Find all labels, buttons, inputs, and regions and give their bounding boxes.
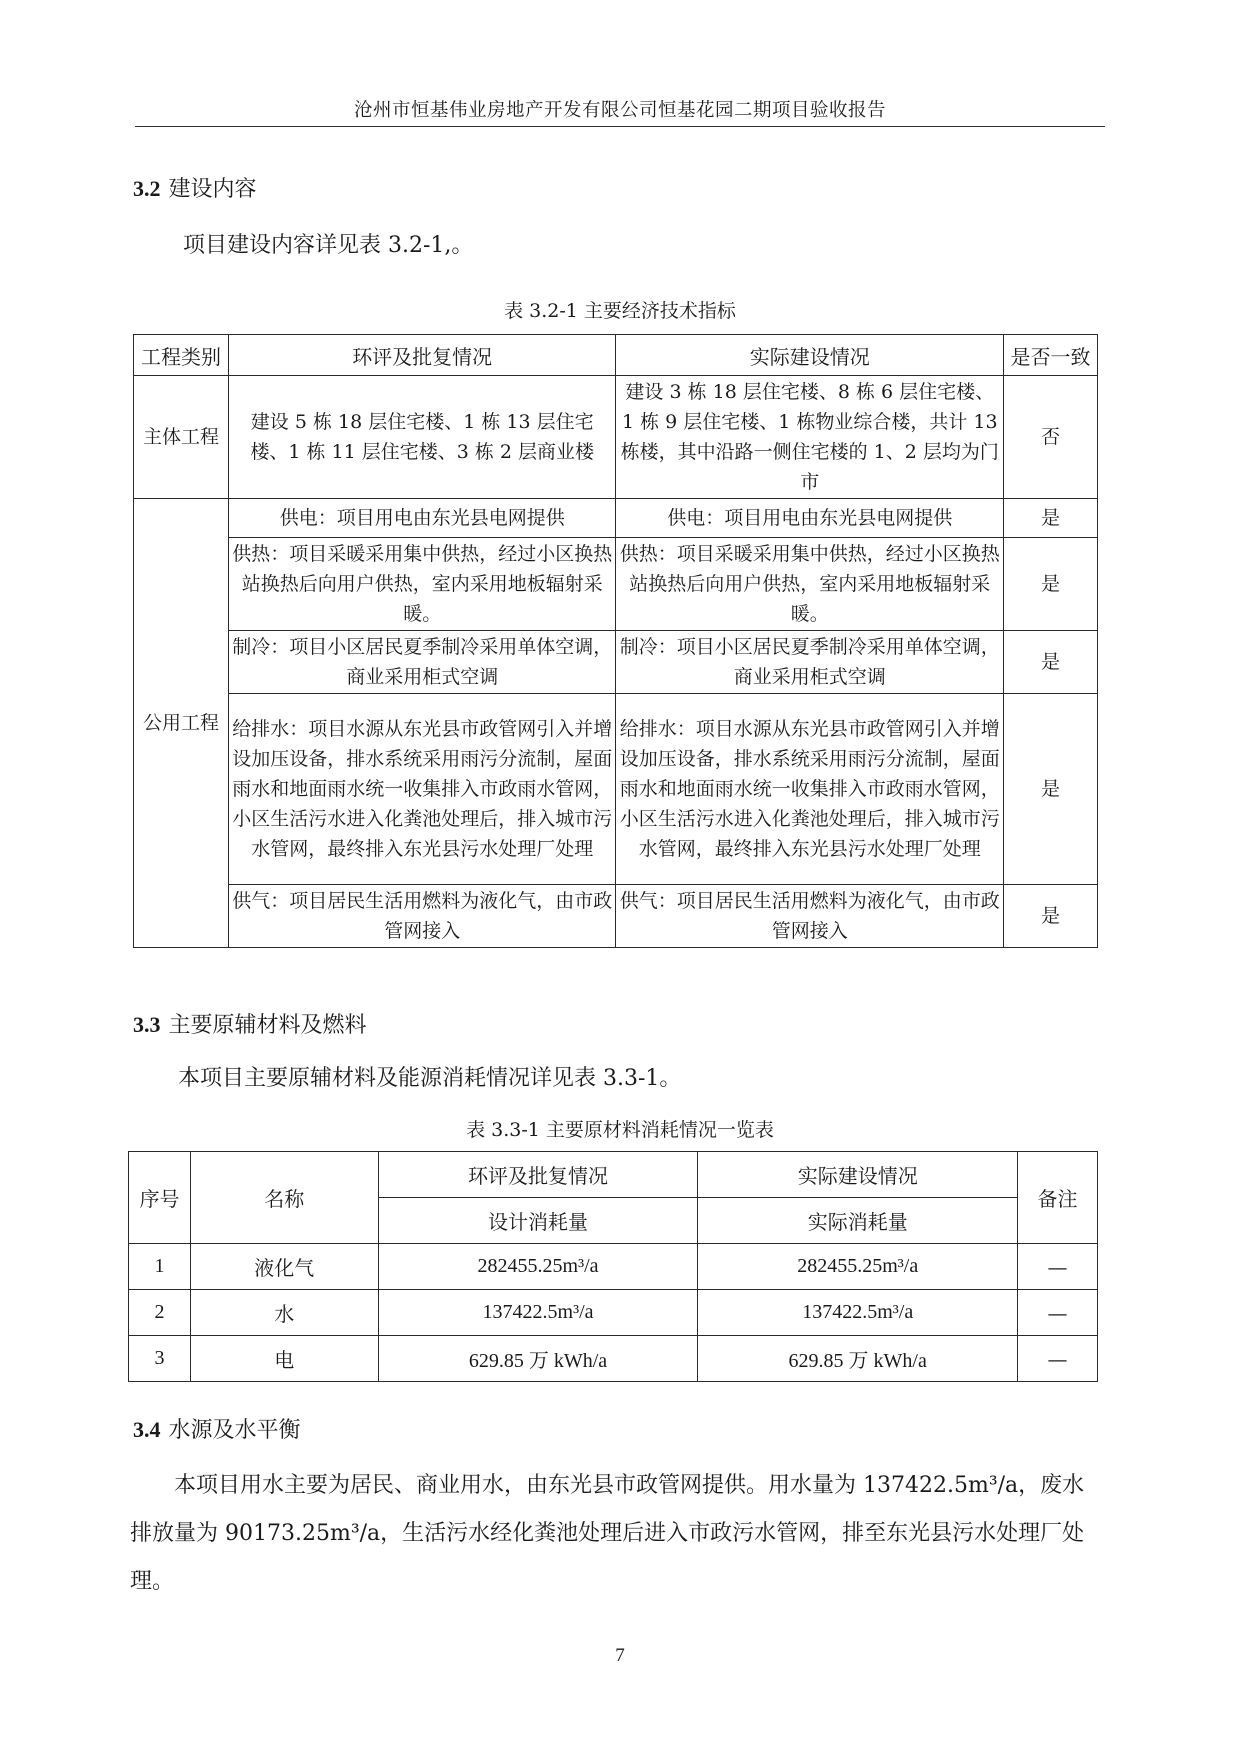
consistent-cell: 是 [1004, 538, 1098, 631]
real-cell: 137422.5m³/a [698, 1290, 1018, 1336]
header-actual: 实际建设情况 [698, 1152, 1018, 1198]
header-category: 工程类别 [134, 335, 229, 376]
section-number: 3.4 [133, 1417, 161, 1442]
approved-cell: 建设 5 栋 18 层住宅楼、1 栋 13 层住宅楼、1 栋 11 层住宅楼、3 栋 2 层商业楼 [228, 376, 616, 499]
running-header: 沧州市恒基伟业房地产开发有限公司恒基花园二期项目验收报告 [135, 96, 1105, 127]
note-cell: — [1018, 1244, 1098, 1290]
section-title: 主要原辅材料及燃料 [168, 1013, 367, 1038]
actual-cell: 供热：项目采暖采用集中供热，经过小区换热站换热后向用户供热，室内采用地板辐射采暖。 [616, 538, 1004, 631]
real-cell: 629.85 万 kWh/a [698, 1336, 1018, 1382]
consistent-cell: 是 [1004, 694, 1098, 885]
design-cell: 137422.5m³/a [378, 1290, 698, 1336]
section-3-2-heading [133, 172, 257, 203]
header-actual: 实际建设情况 [616, 335, 1004, 376]
actual-cell: 建设 3 栋 18 层住宅楼、8 栋 6 层住宅楼、1 栋 9 层住宅楼、1 栋物业综合楼，共计 13 栋楼，其中沿路一侧住宅楼的 1、2 层均为门市 [616, 376, 1004, 499]
design-cell: 629.85 万 kWh/a [378, 1336, 698, 1382]
design-cell: 282455.25m³/a [378, 1244, 698, 1290]
name-cell: 电 [190, 1336, 378, 1382]
approved-cell: 制冷：项目小区居民夏季制冷采用单体空调，商业采用柜式空调 [228, 631, 616, 694]
page-number: 7 [615, 1645, 625, 1666]
consistent-cell: 是 [1004, 499, 1098, 538]
header-consistent: 是否一致 [1004, 335, 1098, 376]
note-cell: — [1018, 1290, 1098, 1336]
category-cell: 公用工程 [134, 499, 229, 948]
name-cell: 液化气 [190, 1244, 378, 1290]
section-number: 3.3 [133, 1012, 161, 1037]
section-3-3-heading [133, 1008, 367, 1039]
section-title: 建设内容 [168, 177, 257, 202]
section-title: 水源及水平衡 [168, 1418, 301, 1443]
actual-cell: 供电：项目用电由东光县电网提供 [616, 499, 1004, 538]
section-3-4-heading [133, 1413, 301, 1444]
table-row [134, 376, 1098, 499]
header-seq: 序号 [129, 1152, 191, 1244]
table-3-2-1-caption: 表 3.2-1 主要经济技术指标 [504, 300, 736, 322]
seq-cell: 1 [129, 1244, 191, 1290]
header-approved: 环评及批复情况 [228, 335, 616, 376]
header-real: 实际消耗量 [698, 1198, 1018, 1244]
header-approved: 环评及批复情况 [378, 1152, 698, 1198]
consistent-cell: 是 [1004, 885, 1098, 948]
approved-cell: 给排水：项目水源从东光县市政管网引入并增设加压设备，排水系统采用雨污分流制，屋面雨水和地面雨水统一收集排入市政雨水管网，小区生活污水进入化粪池处理后，排入城市污水管网，最终排入东光县污水处理厂处理 [228, 694, 616, 885]
actual-cell: 给排水：项目水源从东光县市政管网引入并增设加压设备，排水系统采用雨污分流制，屋面雨水和地面雨水统一收集排入市政雨水管网，小区生活污水进入化粪池处理后，排入城市污水管网，最终排入东光县污水处理厂处理 [616, 694, 1004, 885]
table-row [134, 694, 1098, 885]
header-design: 设计消耗量 [378, 1198, 698, 1244]
table-3-3-1-caption: 表 3.3-1 主要原材料消耗情况一览表 [466, 1119, 774, 1141]
real-cell: 282455.25m³/a [698, 1244, 1018, 1290]
note-cell: — [1018, 1336, 1098, 1382]
seq-cell: 3 [129, 1336, 191, 1382]
name-cell: 水 [190, 1290, 378, 1336]
table-row [134, 631, 1098, 694]
table-3-3-1 [128, 1151, 1098, 1382]
table-row [134, 885, 1098, 948]
actual-cell: 制冷：项目小区居民夏季制冷采用单体空调，商业采用柜式空调 [616, 631, 1004, 694]
seq-cell: 2 [129, 1290, 191, 1336]
section-3-4-body: 本项目用水主要为居民、商业用水，由东光县市政管网提供。用水量为 137422.5m³/a，废水排放量为 90173.25m³/a，生活污水经化粪池处理后进入市政污水管网，排至东光县污水处理厂处理。 [130, 1473, 1085, 1594]
table-row [134, 499, 1098, 538]
header-name: 名称 [190, 1152, 378, 1244]
table-row [129, 1244, 1098, 1290]
approved-cell: 供热：项目采暖采用集中供热，经过小区换热站换热后向用户供热，室内采用地板辐射采暖。 [228, 538, 616, 631]
section-3-2-intro: 项目建设内容详见表 3.2-1,。 [183, 233, 474, 258]
category-cell: 主体工程 [134, 376, 229, 499]
actual-cell: 供气：项目居民生活用燃料为液化气，由市政管网接入 [616, 885, 1004, 948]
section-3-3-intro: 本项目主要原辅材料及能源消耗情况详见表 3.3-1。 [178, 1066, 682, 1091]
table-header-row [134, 335, 1098, 376]
approved-cell: 供电：项目用电由东光县电网提供 [228, 499, 616, 538]
table-row [129, 1290, 1098, 1336]
header-note: 备注 [1018, 1152, 1098, 1244]
table-header-row [129, 1152, 1098, 1198]
consistent-cell: 否 [1004, 376, 1098, 499]
consistent-cell: 是 [1004, 631, 1098, 694]
table-3-2-1 [133, 334, 1098, 948]
section-number: 3.2 [133, 176, 161, 201]
table-row [134, 538, 1098, 631]
approved-cell: 供气：项目居民生活用燃料为液化气，由市政管网接入 [228, 885, 616, 948]
table-row [129, 1336, 1098, 1382]
